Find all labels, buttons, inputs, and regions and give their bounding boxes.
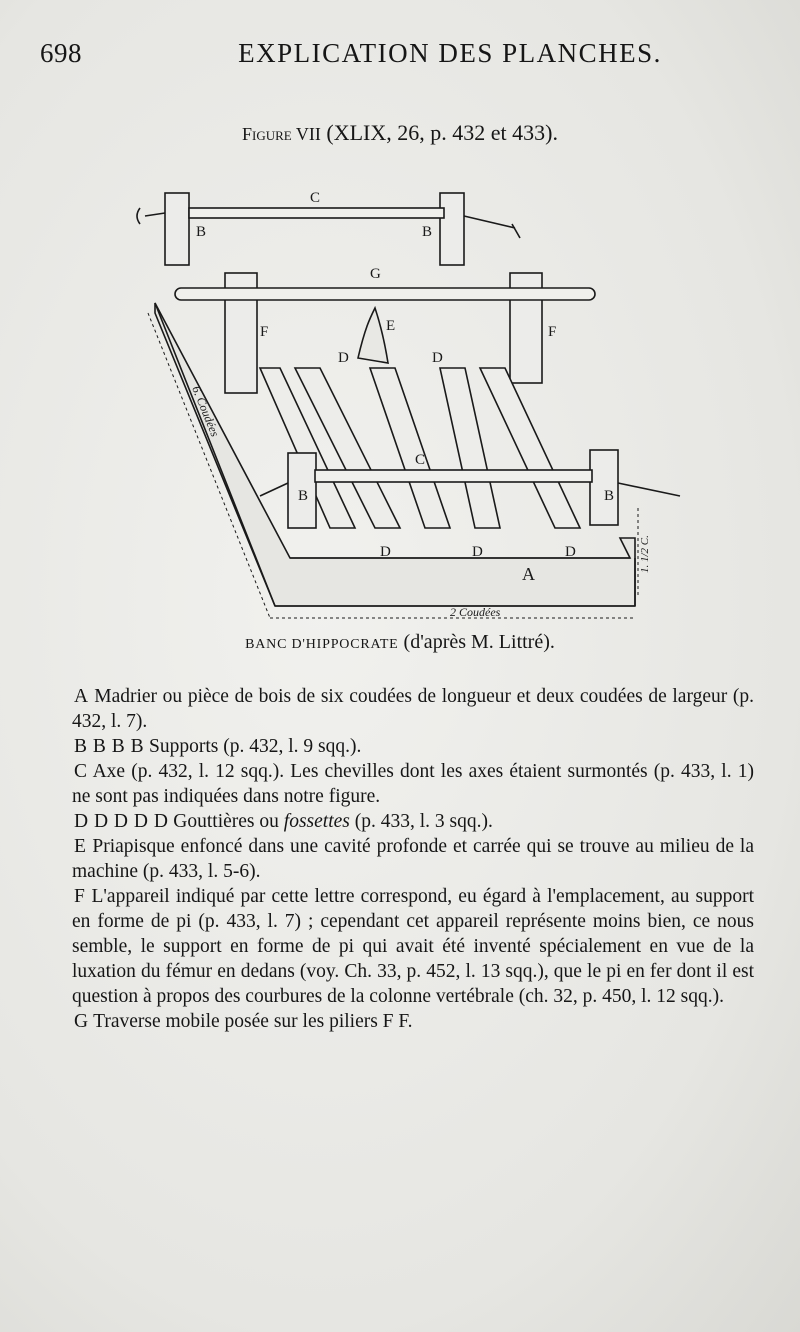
running-head: EXPLICATION DES PLANCHES. xyxy=(238,38,662,68)
priapisque xyxy=(358,308,388,363)
figure-reference: (XLIX, 26, p. 432 et 433). xyxy=(326,120,558,145)
legend-key: D D D D D xyxy=(74,811,169,832)
label-a: A xyxy=(522,564,535,584)
legend-text: Traverse mobile posée sur les piliers F F. xyxy=(93,1011,413,1032)
legend-item-f xyxy=(72,884,754,1009)
legend-emphasis: fossettes xyxy=(283,811,350,832)
label-f-left: F xyxy=(260,324,269,340)
label-c-top: C xyxy=(310,190,321,206)
label-d-1: D xyxy=(338,350,349,366)
label-six-coudees: 6. Coudées xyxy=(189,383,223,439)
page-number: 698 xyxy=(40,38,82,68)
legend-text: Axe (p. 432, l. 12 sqq.). Les chevilles dont les axes étaient surmontés (p. 433, l. 1) ne sont pas indiquées dans notre figure. xyxy=(72,761,754,807)
label-e: E xyxy=(386,318,396,334)
label-d-5: D xyxy=(565,544,576,560)
legend-key: A xyxy=(74,686,89,707)
legend-item-e xyxy=(72,834,754,884)
legend-item-g xyxy=(72,1009,754,1034)
legend-key: B B B B xyxy=(74,736,145,757)
legend xyxy=(72,684,754,1034)
legend-text: L'appareil indiqué par cette lettre correspond, eu égard à l'emplacement, au support en forme de pi (p. 433, l. 7) ; cependant cet appareil représente moins bien, ce nous semble, le support en forme de pi qui avait été inventé spécialement en vue de la luxation du fémur en dedans (voy. Ch. 33, p. 452, l. 13 sqq.), que le pi en fer dont il est question à propos des courbures de la colonne vertébrale (ch. 32, p. 450, l. 12 sqq.). xyxy=(72,886,755,1007)
legend-item-b xyxy=(72,734,754,759)
label-two-coudees: 2 Coudées xyxy=(450,605,501,619)
label-f-right: F xyxy=(548,324,557,340)
legend-key: C xyxy=(74,761,88,782)
figure-caption-top xyxy=(0,120,800,146)
label-b-back-left: B xyxy=(196,224,207,240)
label-one-half: 1. 1/2 C. xyxy=(639,535,651,573)
figure-caption-bottom xyxy=(0,631,800,654)
legend-text: Supports (p. 432, l. 9 sqq.). xyxy=(149,736,362,757)
label-g: G xyxy=(370,266,381,282)
figure-source: (d'après M. Littré). xyxy=(403,631,555,653)
label-b-front-right: B xyxy=(604,488,615,504)
legend-text-end: (p. 433, l. 3 sqq.). xyxy=(349,811,493,832)
legend-item-d xyxy=(72,809,754,834)
page-header xyxy=(40,38,760,78)
legend-item-a xyxy=(72,684,754,734)
label-d-3: D xyxy=(380,544,391,560)
legend-key: F xyxy=(74,886,86,907)
label-c-front: C xyxy=(415,452,426,468)
label-b-back-right: B xyxy=(422,224,433,240)
legend-key: E xyxy=(74,836,87,857)
legend-text: Priapisque enfoncé dans une cavité profonde et carrée qui se trouve au milieu de la machine (p. 433, l. 5-6). xyxy=(72,836,755,882)
label-b-front-left: B xyxy=(298,488,309,504)
legend-key: G xyxy=(74,1011,89,1032)
bench-illustration xyxy=(120,178,700,640)
label-d-2: D xyxy=(432,350,443,366)
figure-number: Figure VII xyxy=(242,124,321,144)
legend-item-c xyxy=(72,759,754,809)
legend-text: Madrier ou pièce de bois de six coudées de longueur et deux coudées de largeur (p. 432, l. 7). xyxy=(72,686,755,732)
figure-title: BANC D'HIPPOCRATE xyxy=(245,637,399,652)
label-d-4: D xyxy=(472,544,483,560)
legend-text: Gouttières ou xyxy=(173,811,284,832)
